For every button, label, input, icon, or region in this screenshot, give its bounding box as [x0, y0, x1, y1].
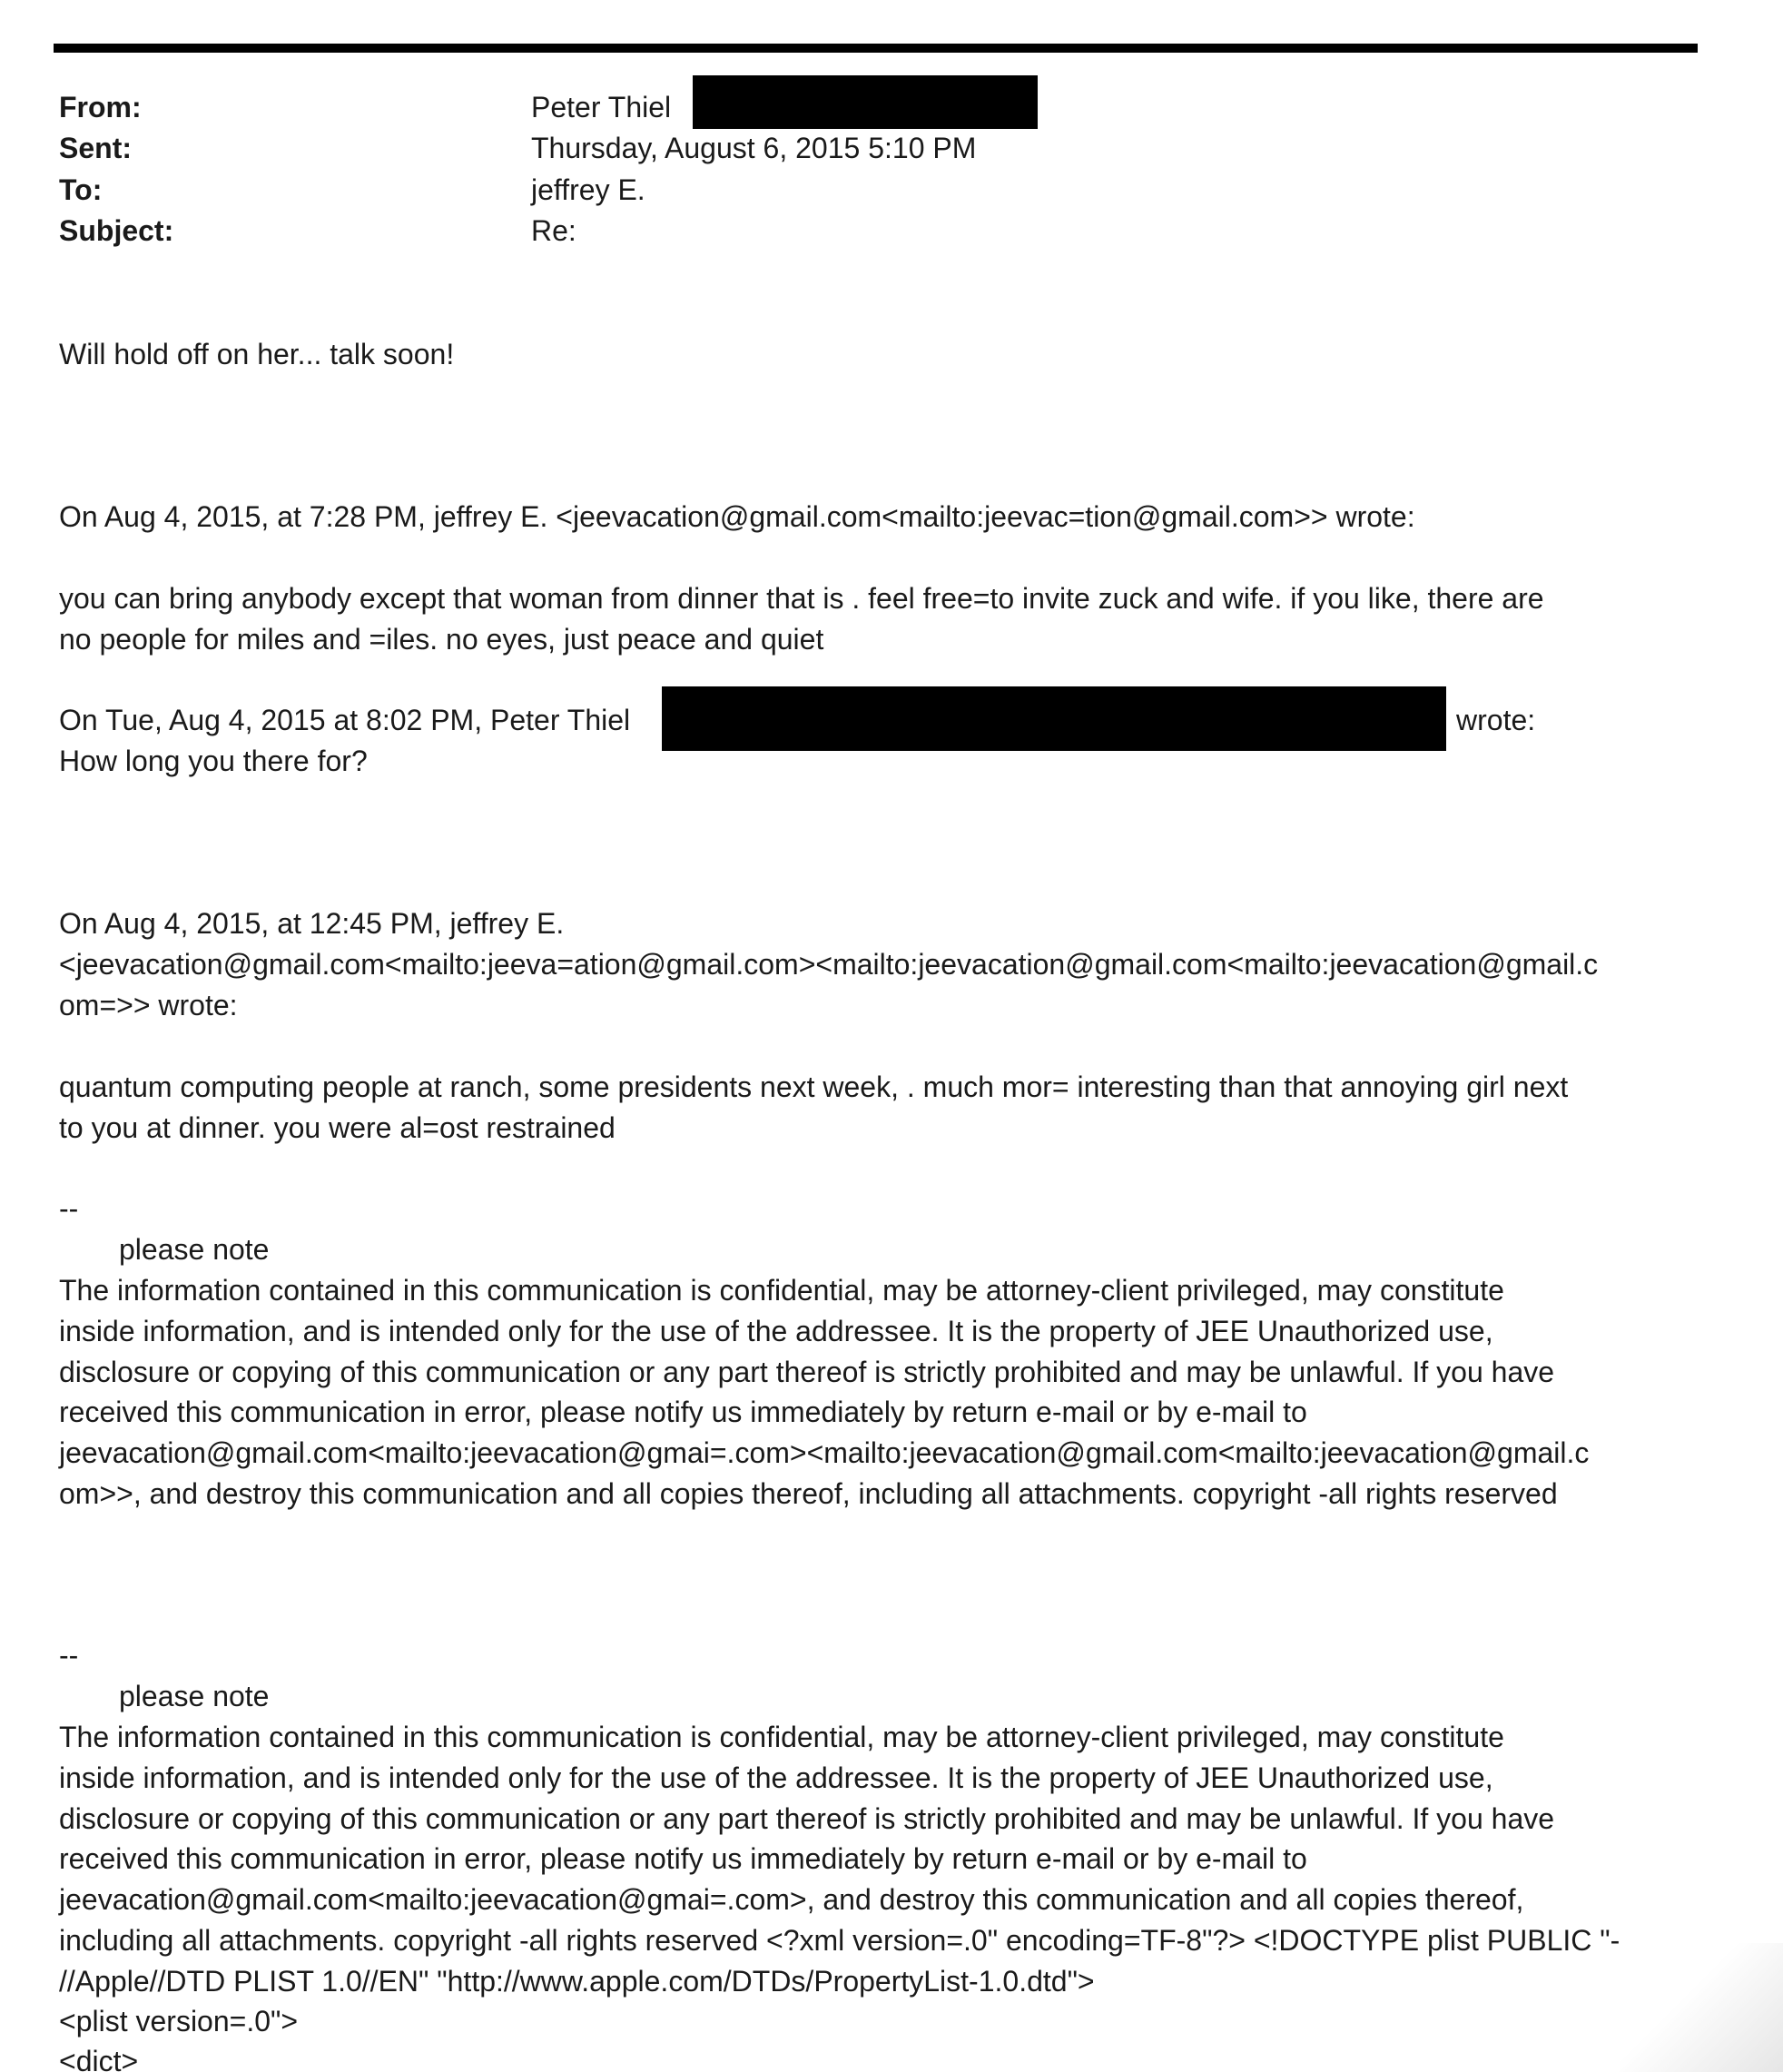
header-rule [54, 44, 1698, 53]
quote-line: quantum computing people at ranch, some presidents next week, . much mor= interesting than that annoying girl next [59, 1071, 1569, 1103]
subject-label: Subject: [59, 214, 174, 247]
disclaimer-line: The information contained in this communication is confidential, may be attorney-client privileged, may constitute [59, 1721, 1504, 1753]
signature-note: please note [119, 1233, 270, 1266]
sent-value: Thursday, August 6, 2015 5:10 PM [531, 132, 977, 164]
disclaimer-line: jeevacation@gmail.com<mailto:jeevacation@gmai=.com>, and destroy this communication and all copies thereof, [59, 1883, 1524, 1916]
from-label: From: [59, 91, 142, 123]
disclaimer-line: inside information, and is intended only for the use of the addressee. It is the property of JEE Unauthorized use, [59, 1315, 1493, 1347]
quote-header: om=>> wrote: [59, 989, 238, 1021]
disclaimer-line: //Apple//DTD PLIST 1.0//EN" "http://www.apple.com/DTDs/PropertyList-1.0.dtd"> [59, 1965, 1095, 1998]
redaction-box [662, 686, 1446, 751]
quote-line: no people for miles and =iles. no eyes, just peace and quiet [59, 623, 824, 656]
disclaimer-line: disclosure or copying of this communication or any part thereof is strictly prohibited and may be unlawful. If you have [59, 1356, 1555, 1388]
reply-text: Will hold off on her... talk soon! [59, 338, 455, 370]
quote-line: you can bring anybody except that woman from dinner that is . feel free=to invite zuck and wife. if you like, there are [59, 582, 1544, 615]
disclaimer-line: jeevacation@gmail.com<mailto:jeevacation@gmai=.com><mailto:jeevacation@gmail.com<mailto:jeevacation@gmail.c [59, 1436, 1590, 1469]
to-label: To: [59, 173, 103, 206]
disclaimer-line: received this communication in error, please notify us immediately by return e-mail or by e-mail to [59, 1396, 1307, 1428]
disclaimer-line: received this communication in error, please notify us immediately by return e-mail or by e-mail to [59, 1842, 1307, 1875]
to-value: jeffrey E. [531, 173, 645, 206]
disclaimer-line: including all attachments. copyright -all rights reserved <?xml version=.0" encoding=TF-8"?> <!DOCTYPE plist PUBLIC "- [59, 1924, 1620, 1957]
quote-header: On Aug 4, 2015, at 12:45 PM, jeffrey E. [59, 907, 565, 940]
quote-header: On Aug 4, 2015, at 7:28 PM, jeffrey E. <jeevacation@gmail.com<mailto:jeevac=tion@gmail.com>> wrote: [59, 500, 1415, 533]
signature-dashes: -- [59, 1192, 79, 1225]
scan-shadow [1620, 1943, 1783, 2072]
disclaimer-line: <dict> [59, 2045, 139, 2072]
disclaimer-line: <plist version=.0"> [59, 2005, 299, 2037]
subject-value: Re: [531, 214, 576, 247]
disclaimer-line: inside information, and is intended only for the use of the addressee. It is the property of JEE Unauthorized use, [59, 1761, 1493, 1794]
disclaimer-line: om>>, and destroy this communication and all copies thereof, including all attachments. copyright -all rights reserved [59, 1477, 1558, 1510]
quote-header: On Tue, Aug 4, 2015 at 8:02 PM, Peter Thiel [59, 704, 631, 736]
quote-header-suffix: wrote: [1456, 704, 1536, 736]
quote-line: to you at dinner. you were al=ost restrained [59, 1111, 616, 1144]
from-value: Peter Thiel [531, 91, 672, 123]
redaction-box [693, 75, 1038, 129]
quote-header: <jeevacation@gmail.com<mailto:jeeva=ation@gmail.com><mailto:jeevacation@gmail.com<mailto:jeevacation@gmail.c [59, 948, 1599, 981]
signature-note: please note [119, 1680, 270, 1712]
sent-label: Sent: [59, 132, 132, 164]
signature-dashes: -- [59, 1639, 79, 1672]
disclaimer-line: The information contained in this communication is confidential, may be attorney-client privileged, may constitute [59, 1274, 1504, 1307]
quote-line: How long you there for? [59, 745, 368, 777]
disclaimer-line: disclosure or copying of this communication or any part thereof is strictly prohibited and may be unlawful. If you have [59, 1802, 1555, 1835]
